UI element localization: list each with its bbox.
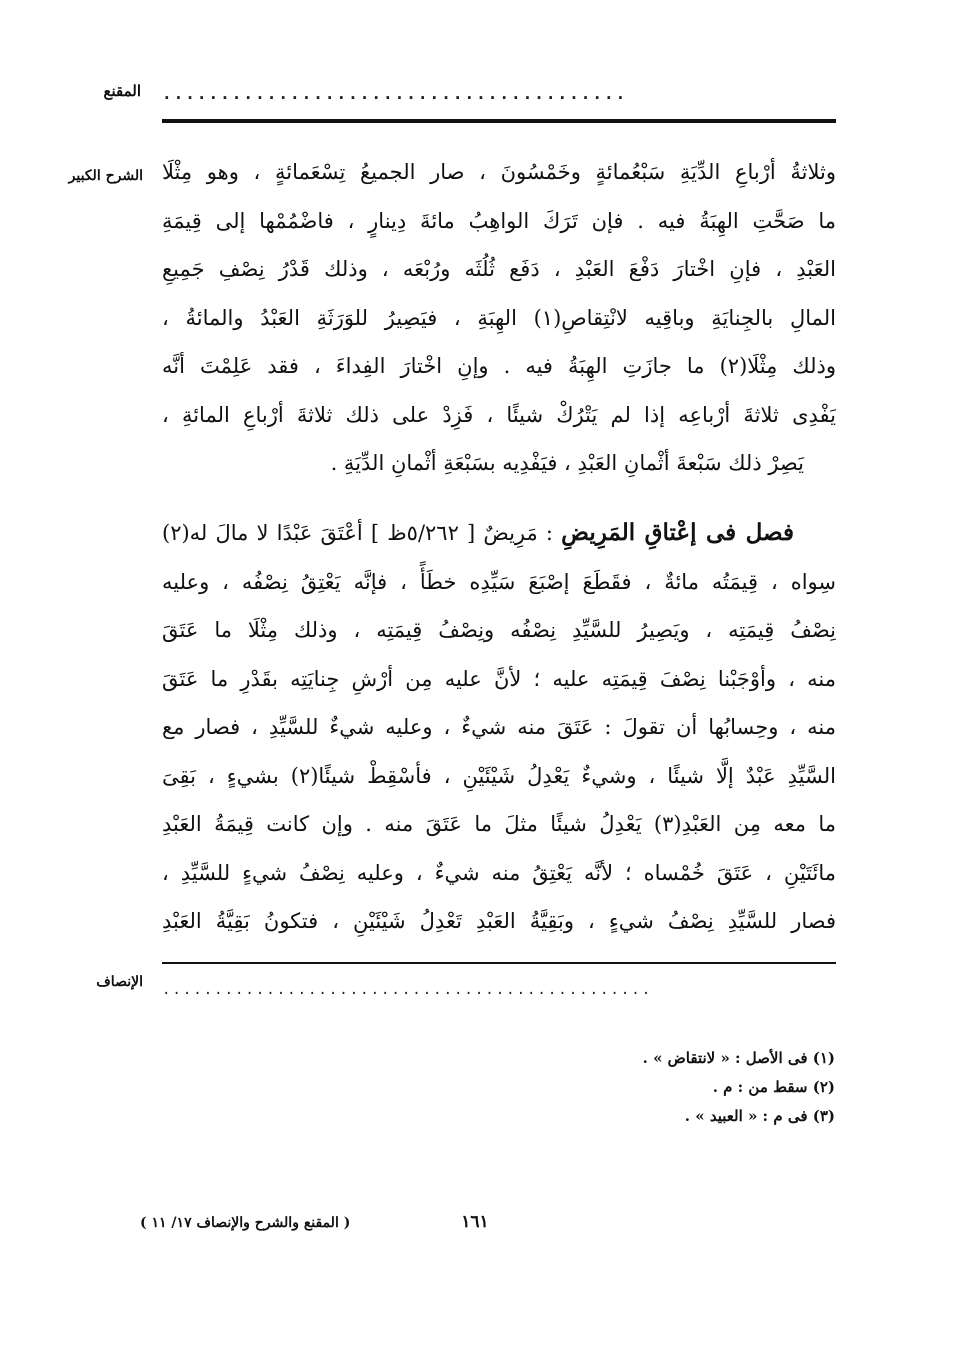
header-rule <box>162 119 836 123</box>
text-line: وذلك مِثْلَا(٢) ما جازَتِ الهِبَةُ فيه . وإنِ اخْتارَ الفِداءَ ، فقد عَلِمْتَ أنَّه <box>162 354 836 378</box>
text-line: وثلاثةُ أرْباعِ الدِّيَةِ سَبْعُمائةٍ وخَمْسُونَ ، صار الجميعُ تِسْعَمائةٍ ، وهو مِثْلَا <box>162 160 836 184</box>
section-ietaq <box>162 509 836 946</box>
text-line: العَبْدِ ، فإنِ اخْتارَ دَفْعَ العَبْدِ ، دَفَع ثُلُثَه ورُبْعَه ، وذلك قَدْرُ نِصْفِ جَمِيعِ <box>162 257 836 281</box>
text-line: السَّيِّدِ عَبْدٌ إلَّا شيئًا ، وشيءٌ يَعْدِلُ شَيْئَيْنِ ، فأسْقِطْ شيئًا(٢) بشيءٍ ، بَقِىَ <box>162 763 836 788</box>
text-line: نِصْفُ قِيمَتِه ، ويَصِيرُ للسَّيِّدِ نِصْفُه ونِصْفُ قِيمَتِه ، وذلك مِثْلَا ما عَتَقَ <box>162 618 836 642</box>
text-line: فصار للسَّيِّدِ نِصْفُ شيءٍ ، وبَقِيَّةُ العَبْدِ تَعْدِلُ شَيْئَيْنِ ، فتكونُ بَقِيَّةُ العَبْدِ <box>162 909 836 933</box>
text-line: ما معه مِن العَبْدِ(٣) يَعْدِلُ شيئًا مثلَ ما عَتَقَ منه . وإن كانت قِيمَةُ العَبْدِ <box>162 812 836 836</box>
text-line: مائَتَيْنِ ، عَتَقَ خُمْساه ؛ لأنَّه يَعْتِقُ منه شيءٌ ، وعليه نِصْفُ شيءٍ للسَّيِّدِ ، <box>162 860 836 885</box>
page-number: ١٦١ <box>461 1212 489 1232</box>
footnote: (١) فى الأصل : « لانتقاض » . <box>642 1049 835 1067</box>
header-title: المقنع <box>103 82 141 100</box>
section-heading-line <box>162 509 836 558</box>
text-line: ما صَحَّتِ الهِبَةُ فيه . فإن تَرَكَ الواهِبُ مائةَ دِينارٍ ، فاضْمُمْها إلى قِيمَةِ <box>162 208 836 233</box>
footnote: (٣) فى م : « العبيد » . <box>684 1107 835 1125</box>
header-dots: ........................................ <box>162 84 628 103</box>
section-lead: : مَرِيضٌ [ ٥/٢٦٢ظ ] أعْتَقَ عَبْدًا لا مالَ له(٢) <box>162 521 553 545</box>
book-reference: ( المقنع والشرح والإنصاف ١٧/ ١١ ) <box>140 1215 351 1231</box>
footnotes <box>643 1044 835 1131</box>
footnote: (٢) سقط من : م . <box>712 1078 835 1096</box>
text-line: منه ، وأوْجَبْنا نِصْفَ قِيمَتِه عليه ؛ لأنَّ عليه مِن أرْشِ جِنايَتِه بقَدْرِ ما عَتَقَ <box>162 666 836 691</box>
text-line: يَفْدِى ثلاثةَ أرْباعِه إذا لم يَتْرُكْ شيئًا ، فَزِدْ على ذلك ثلاثةَ أرْباعِ المائةِ ، <box>162 402 836 427</box>
text-line: المالِ بالجِنايَةِ وباقِيه لانْتِقاصِ(١) الهِبَةِ ، فيَصِيرُ للوَرَثَةِ العَبْدُ والمائةُ ، <box>162 305 836 330</box>
paragraph-sharh <box>162 148 836 488</box>
side-label-sharh: الشرح الكبير <box>68 168 143 184</box>
text-line: يَصِرْ ذلك سَبْعةَ أثْمانِ العَبْدِ ، فيَفْدِيه بسَبْعَةِ أثْمانِ الدِّيَةِ . <box>330 451 804 475</box>
insaf-dots: ............................................... <box>162 982 653 998</box>
text-line: منه ، وحِسابُها أن تقولَ : عَتَقَ منه شيءٌ ، وعليه شيءٌ للسَّيِّدِ ، فصار مع <box>162 715 836 739</box>
body-bottom-rule <box>162 962 836 964</box>
text-line: سِواه ، قِيمَتُه مائةٌ ، فقَطَعَ إصْبَعَ سَيِّدِه خطَأً ، فإنَّه يَعْتِقُ نِصْفُه ، وعليه <box>162 569 836 594</box>
side-label-insaf: الإنصاف <box>96 974 143 990</box>
section-title: فصل فى إعْتاقِ المَرِيضِ <box>561 519 794 546</box>
